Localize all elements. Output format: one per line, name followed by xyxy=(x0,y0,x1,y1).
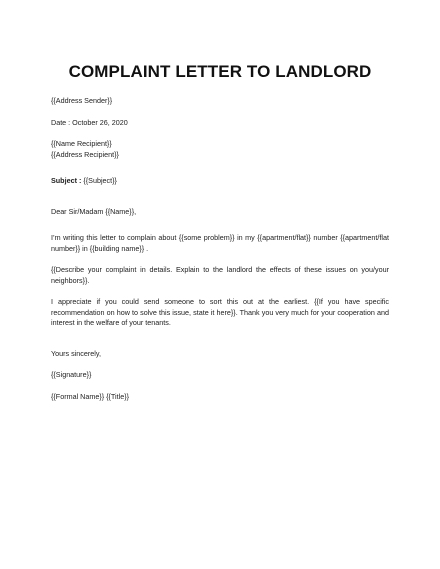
closing: Yours sincerely, xyxy=(51,348,101,358)
subject-value: {{Subject}} xyxy=(81,176,117,185)
subject-line xyxy=(51,176,389,187)
letter-body xyxy=(51,96,389,402)
letter-date: Date : October 26, 2020 xyxy=(51,117,128,127)
paragraph-3: I appreciate if you could send someone to sort this out at the earliest. {{If you have specific recommendation on how to solve this issue, state it here}}. Thank you very much for your cooperation and interest in the welfare of your tenants. xyxy=(51,297,389,327)
subject-label: Subject : xyxy=(51,176,82,185)
paragraph-1: I’m writing this letter to complain about {{some problem}} in my {{apartment/flat}} number {{apartment/flat number}} in {{building name}} . xyxy=(51,233,389,253)
address-sender: {{Address Sender}} xyxy=(51,96,113,105)
signature: {{Signature}} xyxy=(51,370,92,379)
paragraph-2: {{Describe your complaint in details. Explain to the landlord the effects of these issues on you/your neighbors}}. xyxy=(51,265,389,285)
name-recipient: {{Name Recipient}} xyxy=(51,139,112,148)
address-recipient: {{Address Recipient}} xyxy=(51,149,119,159)
formal-name: {{Formal Name}} {{Title}} xyxy=(51,391,130,401)
document-title: COMPLAINT LETTER TO LANDLORD xyxy=(68,62,372,81)
salutation: Dear Sir/Madam {{Name}}, xyxy=(51,206,137,216)
